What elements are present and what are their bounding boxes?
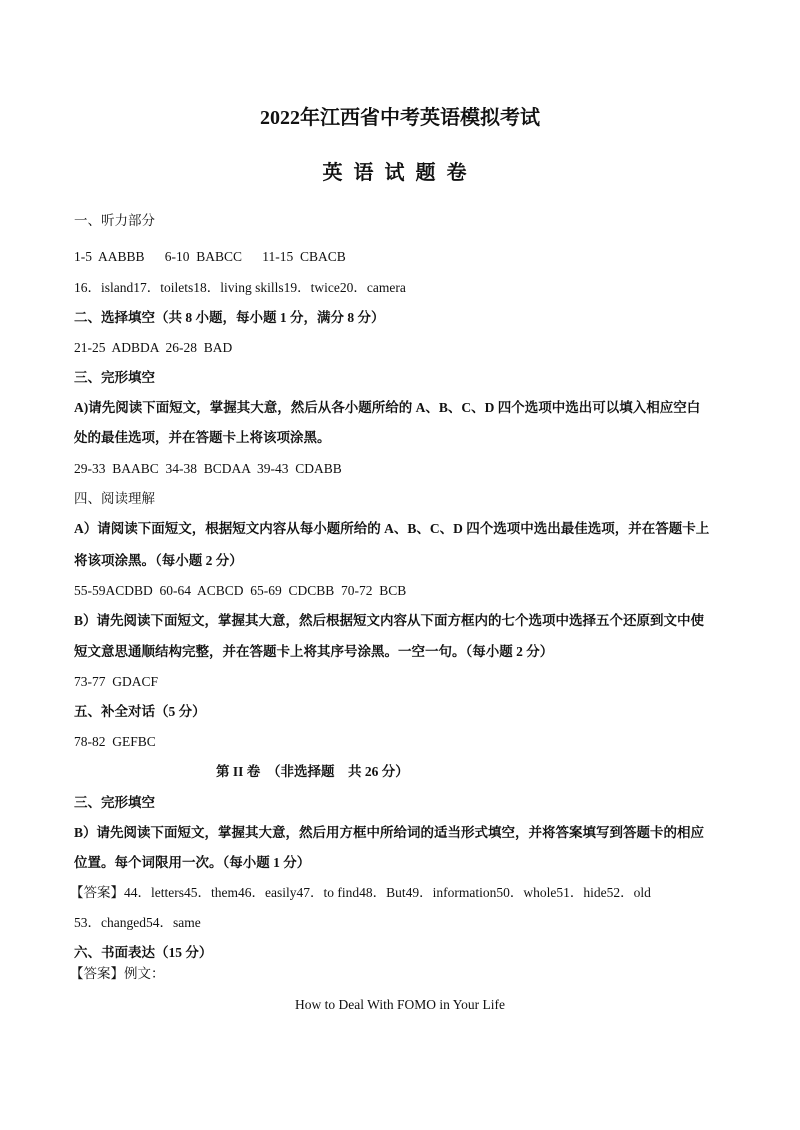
cloze-a-instruction-line-1: A)请先阅读下面短文，掌握其大意，然后从各小题所给的 A、B、C、D 四个选项中选出可以填入相应空白 <box>74 400 701 415</box>
part-two-heading: 第 II 卷 （非选择题 共 26 分） <box>216 764 409 779</box>
exam-title: 2022年江西省中考英语模拟考试 <box>260 107 540 129</box>
writing-heading: 六、书面表达（15 分） <box>74 945 213 960</box>
reading-b-instruction-line-2: 短文意思通顺结构完整，并在答题卡上将其序号涂黑。一空一句。（每小题 2 分） <box>74 644 554 659</box>
reading-heading: 四、阅读理解 <box>74 491 155 506</box>
cloze-2-heading: 三、完形填空 <box>74 795 155 810</box>
reading-b-answers: 73-77 GDACF <box>74 674 159 689</box>
cloze-b-answers-line-2: 53．changed54．same <box>74 915 201 930</box>
cloze-b-answers-line-1: 【答案】44．letters45．them46．easily47．to find48．But49．information50．whole51．hide52．old <box>70 885 651 900</box>
cloze-heading: 三、完形填空 <box>74 370 155 385</box>
cloze-b-instruction-line-2: 位置。每个词限用一次。（每小题 1 分） <box>74 855 311 870</box>
dialogue-answers: 78-82 GEFBC <box>74 734 156 749</box>
reading-a-instruction-line-1: A）请阅读下面短文，根据短文内容从每小题所给的 A、B、C、D 四个选项中选出最佳选项，并在答题卡上 <box>74 521 710 536</box>
cloze-a-answers: 29-33 BAABC 34-38 BCDAA 39-43 CDABB <box>74 461 342 476</box>
reading-b-instruction-line-1: B）请先阅读下面短文，掌握其大意，然后根据短文内容从下面方框内的七个选项中选择五个还原到文中使 <box>74 613 705 628</box>
choice-answers: 21-25 ADBDA 26-28 BAD <box>74 340 233 355</box>
reading-a-answers: 55-59ACDBD 60-64 ACBCD 65-69 CDCBB 70-72 BCB <box>74 583 407 598</box>
listening-answers-1-15: 1-5 AABBB 6-10 BABCC 11-15 CBACB <box>74 249 346 264</box>
reading-a-instruction-line-2: 将该项涂黑。（每小题 2 分） <box>74 553 243 568</box>
exam-subtitle: 英语试题卷 <box>322 162 478 184</box>
writing-answer-label: 【答案】例文： <box>70 966 165 981</box>
cloze-b-instruction-line-1: B）请先阅读下面短文，掌握其大意，然后用方框中所给词的适当形式填空，并将答案填写到答题卡的相应 <box>74 825 705 840</box>
listening-heading: 一、听力部分 <box>74 213 155 228</box>
dialogue-heading: 五、补全对话（5 分） <box>74 704 206 719</box>
listening-answers-16-20: 16．island17．toilets18．living skills19．twice20．camera <box>74 280 406 295</box>
cloze-a-instruction-line-2: 处的最佳选项，并在答题卡上将该项涂黑。 <box>74 430 331 445</box>
essay-title: How to Deal With FOMO in Your Life <box>295 997 505 1012</box>
choice-heading: 二、选择填空（共 8 小题，每小题 1 分，满分 8 分） <box>74 310 385 325</box>
